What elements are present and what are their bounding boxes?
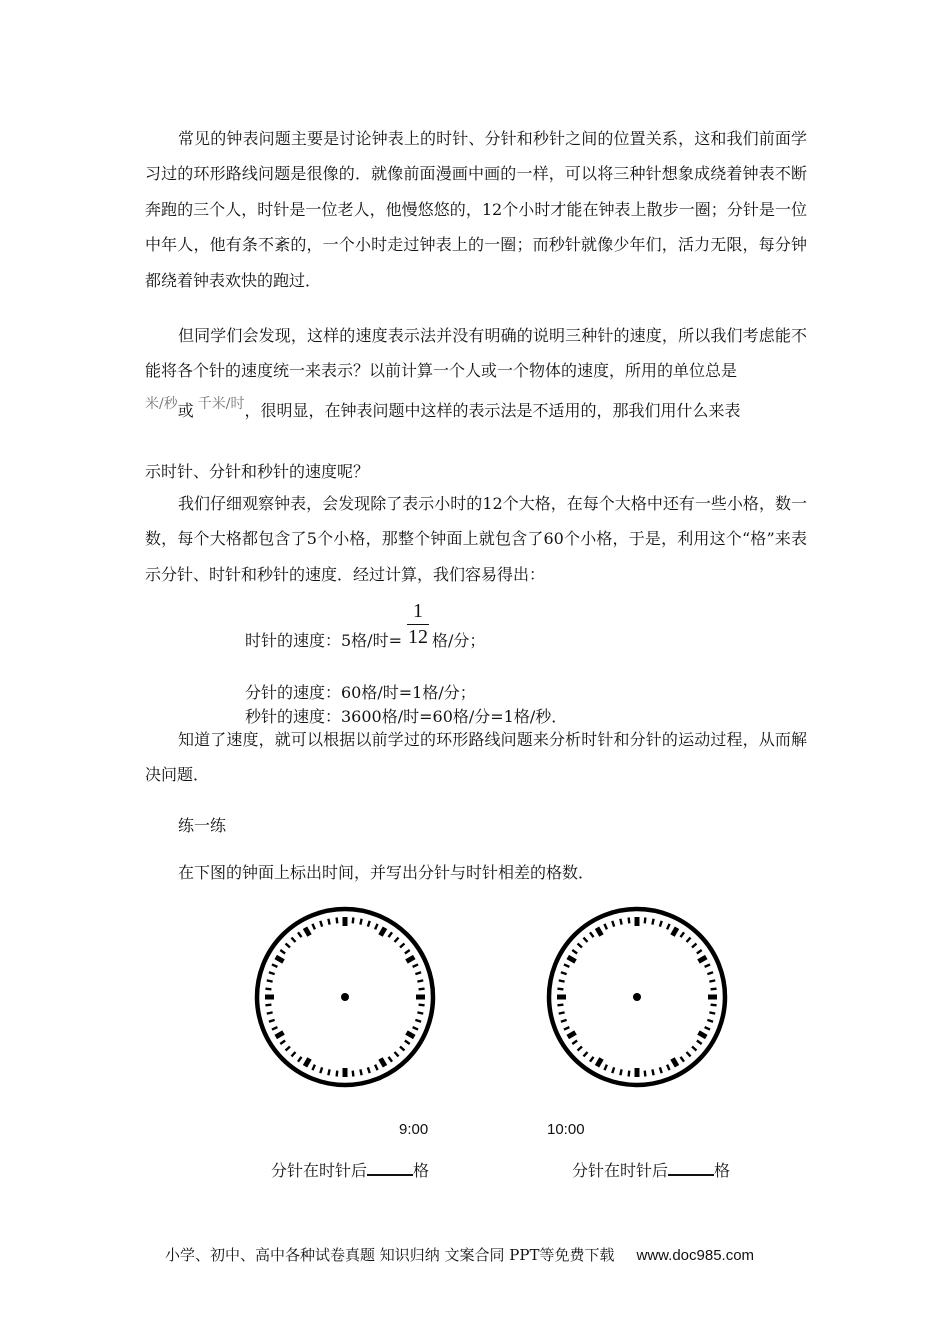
minute-tick [590, 932, 594, 937]
minute-tick [561, 972, 567, 974]
minute-tick [705, 964, 710, 966]
minute-tick [267, 1012, 273, 1013]
minute-tick [620, 1069, 621, 1075]
minute-tick [286, 943, 290, 947]
minute-tick [328, 919, 329, 925]
minute-tick [280, 1040, 285, 1044]
minute-tick [267, 980, 273, 981]
answer-2-prefix: 分针在时针后 [572, 1161, 669, 1180]
units-line [145, 398, 740, 421]
minute-tick [320, 1067, 322, 1073]
minute-tick [265, 989, 271, 990]
minute-tick [707, 972, 713, 974]
minute-tick [272, 1027, 277, 1029]
hour-tick [698, 1033, 706, 1038]
minute-tick [395, 938, 399, 942]
minute-tick [612, 1067, 614, 1073]
minute-tick [269, 972, 275, 974]
minute-tick [652, 919, 653, 925]
minute-tick [557, 1005, 563, 1006]
minute-tick [645, 917, 646, 923]
minute-tick [709, 1012, 715, 1013]
footer [165, 1244, 754, 1265]
minute-tick [375, 1065, 377, 1070]
minute-tick [417, 980, 423, 981]
paragraph-conclusion: 知道了速度，就可以根据以前学过的环形路线问题来分析时针和分针的运动过程，从而解决问题． [145, 730, 807, 785]
hour-tick [406, 1033, 414, 1038]
hour-tick [305, 928, 310, 936]
minute-tick [620, 919, 621, 925]
minute-tick [660, 921, 662, 927]
minute-tick [709, 980, 715, 981]
minute-tick [291, 938, 295, 942]
minute-tick [415, 1020, 421, 1022]
minute-tick [337, 1071, 338, 1077]
minute-tick [687, 938, 691, 942]
minute-tick [265, 1005, 271, 1006]
hour-tick [698, 957, 706, 962]
hour-tick [568, 1033, 576, 1038]
minute-tick [269, 1020, 275, 1022]
minute-tick [629, 1071, 630, 1077]
hour-tick [381, 928, 386, 936]
second-speed: 秒针的速度：3600格/时=60格/分=1格/秒． [245, 707, 568, 726]
minute-tick [578, 1047, 582, 1051]
paragraph-speed-question-end: 示时针、分针和秒针的速度呢？ [145, 462, 370, 481]
minute-tick [561, 1020, 567, 1022]
minute-tick [405, 1040, 410, 1044]
minute-tick [320, 921, 322, 927]
minute-tick [417, 1012, 423, 1013]
minute-tick [692, 943, 696, 947]
minute-tick [353, 1071, 354, 1077]
minute-tick [697, 950, 702, 954]
hour-tick [305, 1058, 310, 1066]
minute-tick [645, 1071, 646, 1077]
hour-speed-prefix: 时针的速度：5格/时= [245, 631, 402, 650]
minute-tick [629, 917, 630, 923]
clock-face-1[interactable] [254, 906, 436, 1088]
minute-tick [291, 1052, 295, 1056]
answer-2-suffix: 格 [714, 1161, 731, 1180]
clock-1-time: 9:00 [399, 1121, 429, 1138]
minute-speed: 分针的速度：60格/时=1格/分； [245, 683, 476, 702]
minute-tick [360, 1069, 361, 1075]
minute-tick [697, 1040, 702, 1044]
minute-tick [400, 943, 404, 947]
fraction-denominator: 12 [408, 626, 428, 648]
hour-tick [381, 1058, 386, 1066]
minute-tick [337, 917, 338, 923]
minute-tick [572, 1040, 577, 1044]
answer-2-blank[interactable] [668, 1160, 714, 1176]
minute-tick [590, 1057, 594, 1062]
hour-tick [276, 1033, 284, 1038]
hour-tick [406, 957, 414, 962]
hour-tick [597, 928, 602, 936]
fraction-numerator: 1 [413, 600, 423, 622]
minute-tick [312, 924, 314, 929]
minute-tick [312, 1065, 314, 1070]
minute-tick [707, 1020, 713, 1022]
minute-tick [328, 1069, 329, 1075]
minute-tick [353, 917, 354, 923]
hour-tick [568, 957, 576, 962]
minute-tick [368, 921, 370, 927]
clock-1-answer [271, 1158, 429, 1181]
minute-tick [368, 1067, 370, 1073]
paragraph-speed-question: 但同学们会发现，这样的速度表示法并没有明确的说明三种针的速度，所以我们考虑能不能将各个针的速度统一来表示？以前计算一个人或一个物体的速度，所用的单位总是 [145, 326, 807, 381]
minute-tick [413, 1027, 418, 1029]
minute-tick [652, 1069, 653, 1075]
clock-face-2[interactable] [546, 906, 728, 1088]
minute-tick [667, 1065, 669, 1070]
minute-tick [415, 972, 421, 974]
minute-tick [388, 1057, 392, 1062]
minute-tick [680, 1057, 684, 1062]
minute-tick [604, 1065, 606, 1070]
answer-1-suffix: 格 [413, 1161, 430, 1180]
minute-tick [667, 924, 669, 929]
minute-tick [419, 989, 425, 990]
footer-url[interactable]: www.doc985.com [636, 1247, 755, 1264]
minute-tick [280, 950, 285, 954]
hour-tick [673, 1058, 678, 1066]
hour-tick [597, 1058, 602, 1066]
minute-tick [405, 950, 410, 954]
answer-1-blank[interactable] [367, 1160, 413, 1176]
hour-tick [276, 957, 284, 962]
minute-tick [572, 950, 577, 954]
unit-meter-per-second: 米/秒 [145, 396, 178, 412]
minute-tick [298, 932, 302, 937]
hour-speed-fraction [407, 600, 429, 648]
clock-2-answer [572, 1158, 730, 1181]
minute-tick [604, 924, 606, 929]
minute-tick [395, 1052, 399, 1056]
answer-1-prefix: 分针在时针后 [271, 1161, 368, 1180]
minute-tick [400, 1047, 404, 1051]
minute-tick [578, 943, 582, 947]
hour-speed-suffix: 格/分； [432, 631, 486, 650]
minute-tick [612, 921, 614, 927]
minute-tick [711, 989, 717, 990]
footer-text: 小学、初中、高中各种试卷真题 知识归纳 文案合同 PPT等免费下载 [165, 1246, 615, 1264]
minute-tick [583, 938, 587, 942]
minute-tick [687, 1052, 691, 1056]
minute-tick [419, 1005, 425, 1006]
minute-tick [680, 932, 684, 937]
minute-tick [375, 924, 377, 929]
hour-tick [673, 928, 678, 936]
minute-tick [660, 1067, 662, 1073]
minute-tick [286, 1047, 290, 1051]
clock-2-time: 10:00 [547, 1121, 585, 1138]
clock-center-dot [341, 993, 349, 1001]
or-word: 或 [177, 401, 194, 420]
practice-instruction: 在下图的钟面上标出时间，并写出分针与时针相差的格数． [178, 863, 595, 882]
minute-tick [559, 980, 565, 981]
minute-tick [692, 1047, 696, 1051]
practice-title: 练一练 [178, 816, 227, 835]
minute-tick [711, 1005, 717, 1006]
minute-tick [559, 1012, 565, 1013]
paragraph-intro: 常见的钟表问题主要是讨论钟表上的时针、分针和秒针之间的位置关系，这和我们前面学习过的环形路线问题是很像的．就像前面漫画中画的一样，可以将三种针想象成绕着钟表不断奔跑的三个人，时针是一位老人，他慢悠悠的，12个小时才能在钟表上散步一圈；分针是一位中年人，他有条不紊的，一个小时走过钟表上的一圈；而秒针就像少年们，活力无限，每分钟都绕着钟表欢快的跑过． [145, 129, 807, 290]
paragraph-grid-explanation: 我们仔细观察钟表，会发现除了表示小时的12个大格，在每个大格中还有一些小格，数一数，每个大格都包含了5个小格，那整个钟面上就包含了60个小格，于是，利用这个“格”来表示分针、时针和秒针的速度．经过计算，我们容易得出： [145, 494, 807, 584]
unit-km-per-hour: 千米/时 [197, 396, 245, 412]
clock-center-dot [633, 993, 641, 1001]
minute-tick [557, 989, 563, 990]
minute-tick [360, 919, 361, 925]
minute-tick [272, 964, 277, 966]
minute-tick [388, 932, 392, 937]
minute-tick [298, 1057, 302, 1062]
minute-tick [413, 964, 418, 966]
minute-tick [564, 1027, 569, 1029]
fraction-bar [407, 624, 429, 625]
minute-tick [583, 1052, 587, 1056]
minute-tick [705, 1027, 710, 1029]
units-continuation: ，很明显，在钟表问题中这样的表示法是不适用的，那我们用什么来表 [244, 401, 741, 420]
minute-tick [564, 964, 569, 966]
